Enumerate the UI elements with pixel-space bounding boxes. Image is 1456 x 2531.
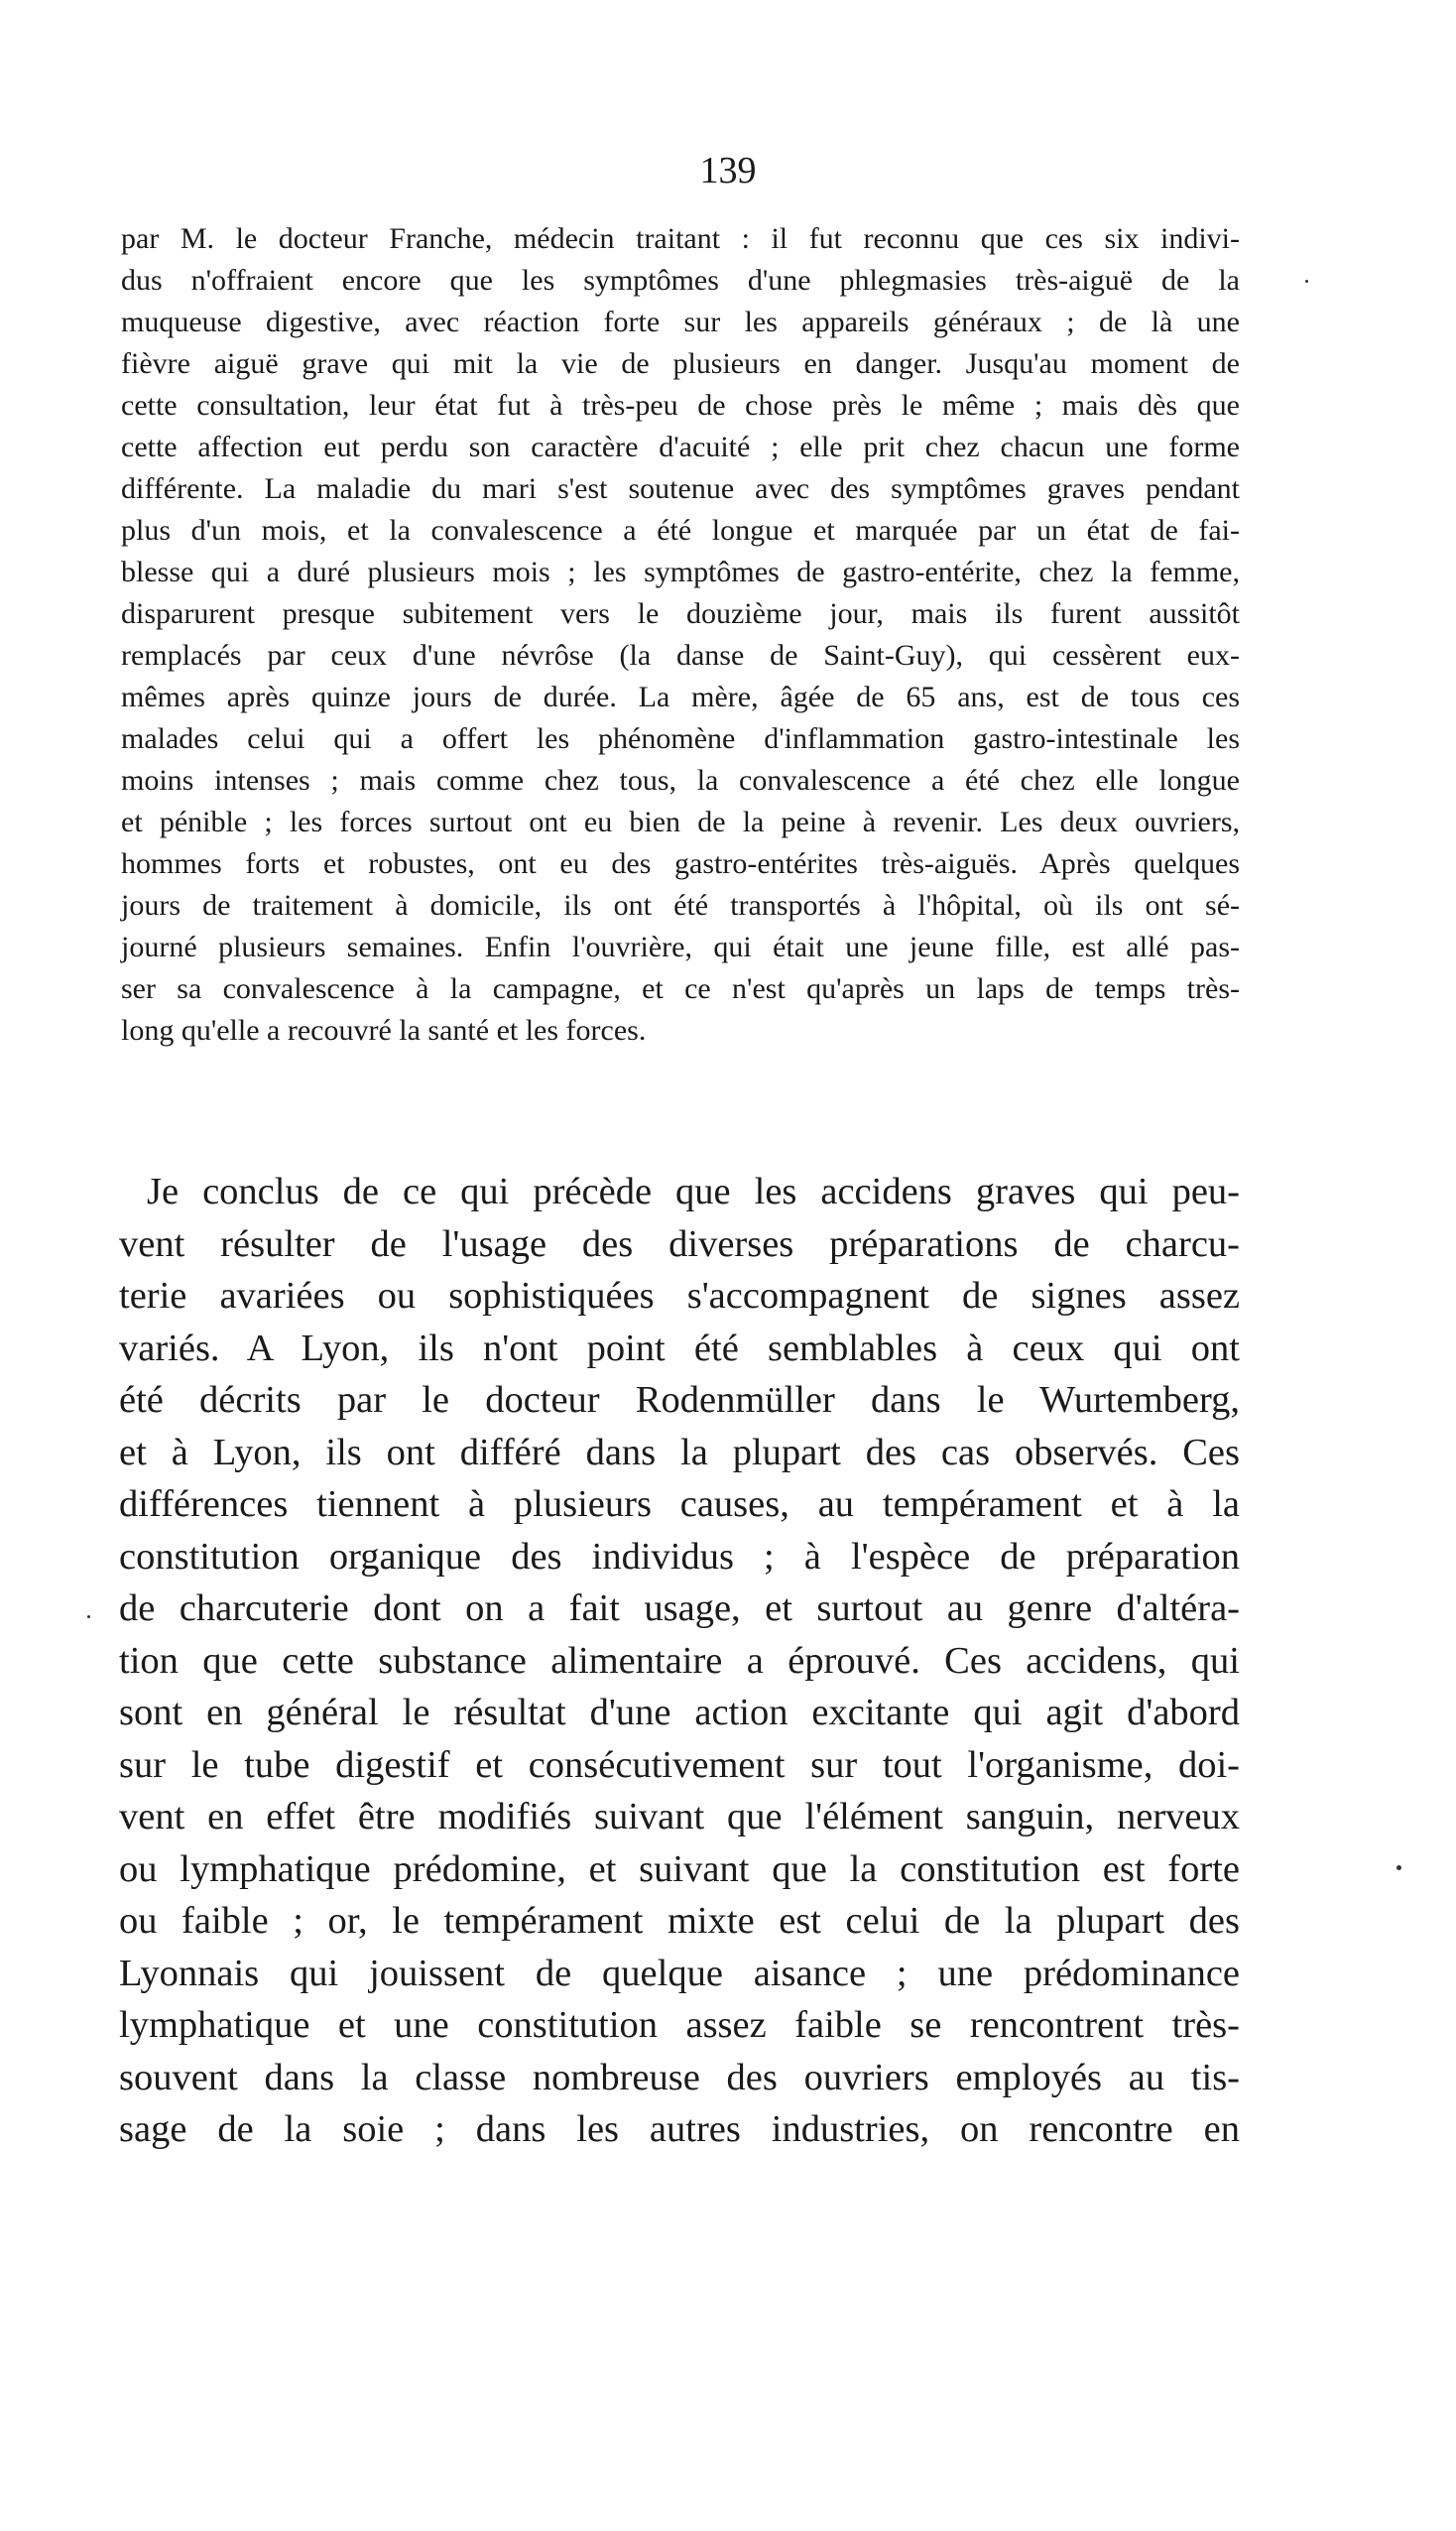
text-line: muqueuse digestive, avec réaction forte sur les appareils généraux ; de là une bbox=[121, 306, 1240, 338]
text-line: différences tiennent à plusieurs causes, au tempérament et à la bbox=[119, 1483, 1240, 1525]
text-line: Je conclus de ce qui précède que les accidens graves qui peu- bbox=[147, 1171, 1240, 1212]
ink-speck bbox=[1396, 1865, 1401, 1870]
text-line: remplacés par ceux d'une névrôse (la danse de Saint-Guy), qui cessèrent eux- bbox=[121, 639, 1240, 672]
text-line: ou lymphatique prédomine, et suivant que la constitution est forte bbox=[119, 1847, 1240, 1890]
text-line: cette consultation, leur état fut à très-peu de chose près le même ; mais dès que bbox=[121, 389, 1240, 422]
text-line: sont en général le résultat d'une action excitante qui agit d'abord bbox=[119, 1692, 1240, 1733]
text-line: Lyonnais qui jouissent de quelque aisance ; une prédominance bbox=[119, 1952, 1240, 1994]
text-line: ou faible ; or, le tempérament mixte est celui de la plupart des bbox=[119, 1900, 1240, 1942]
text-line: par M. le docteur Franche, médecin traitant : il fut reconnu que ces six indivi- bbox=[121, 222, 1240, 255]
text-line: et à Lyon, ils ont différé dans la plupart des cas observés. Ces bbox=[119, 1431, 1240, 1473]
text-line: souvent dans la classe nombreuse des ouvriers employés au tis- bbox=[119, 2056, 1240, 2098]
text-line: constitution organique des individus ; à l'espèce de préparation bbox=[119, 1535, 1240, 1578]
text-line: lymphatique et une constitution assez faible se rencontrent très- bbox=[119, 2004, 1240, 2046]
ink-speck bbox=[87, 1615, 90, 1618]
text-line: vent résulter de l'usage des diverses préparations de charcu- bbox=[119, 1222, 1240, 1265]
text-line: de charcuterie dont on a fait usage, et surtout au genre d'altéra- bbox=[119, 1587, 1240, 1629]
text-line: dus n'offraient encore que les symptômes d'une phlegmasies très-aiguë de la bbox=[121, 264, 1240, 297]
text-line: cette affection eut perdu son caractère d'acuité ; elle prit chez chacun une forme bbox=[121, 431, 1240, 463]
ink-speck bbox=[1305, 280, 1308, 283]
text-line: jours de traitement à domicile, ils ont été transportés à l'hôpital, où ils ont sé- bbox=[121, 889, 1240, 922]
page-number: 139 bbox=[699, 150, 757, 191]
text-line: terie avariées ou sophistiquées s'accompagnent de signes assez bbox=[119, 1275, 1240, 1317]
text-line: tion que cette substance alimentaire a éprouvé. Ces accidens, qui bbox=[119, 1639, 1240, 1682]
text-line: variés. A Lyon, ils n'ont point été semblables à ceux qui ont bbox=[119, 1327, 1240, 1369]
text-line: moins intenses ; mais comme chez tous, la convalescence a été chez elle longue bbox=[121, 764, 1240, 797]
text-line: malades celui qui a offert les phénomène d'inflammation gastro-intestinale les bbox=[121, 722, 1240, 755]
text-line: sur le tube digestif et consécutivement sur tout l'organisme, doi- bbox=[119, 1743, 1240, 1786]
text-line: disparurent presque subitement vers le douzième jour, mais ils furent aussitôt bbox=[121, 597, 1240, 630]
text-line: hommes forts et robustes, ont eu des gastro-entérites très-aiguës. Après quelques bbox=[121, 847, 1240, 880]
text-line: long qu'elle a recouvré la santé et les forces. bbox=[121, 1014, 647, 1047]
text-line: vent en effet être modifiés suivant que l'élément sanguin, nerveux bbox=[119, 1796, 1240, 1837]
text-line: différente. La maladie du mari s'est soutenue avec des symptômes graves pendant bbox=[121, 472, 1240, 505]
text-line: blesse qui a duré plusieurs mois ; les symptômes de gastro-entérite, chez la femme, bbox=[121, 556, 1240, 588]
text-line: journé plusieurs semaines. Enfin l'ouvrière, qui était une jeune fille, est allé pas- bbox=[121, 931, 1240, 963]
case-report-paragraph bbox=[121, 218, 1240, 1052]
text-line: sage de la soie ; dans les autres industries, on rencontre en bbox=[119, 2108, 1240, 2150]
text-line: mêmes après quinze jours de durée. La mère, âgée de 65 ans, est de tous ces bbox=[121, 681, 1240, 713]
text-line: été décrits par le docteur Rodenmüller dans le Wurtemberg, bbox=[119, 1379, 1240, 1421]
text-line: ser sa convalescence à la campagne, et ce n'est qu'après un laps de temps très- bbox=[121, 972, 1240, 1005]
text-line: fièvre aiguë grave qui mit la vie de plusieurs en danger. Jusqu'au moment de bbox=[121, 347, 1240, 380]
conclusion-paragraph bbox=[119, 1166, 1240, 2156]
text-line: plus d'un mois, et la convalescence a été longue et marquée par un état de fai- bbox=[121, 514, 1240, 547]
text-line: et pénible ; les forces surtout ont eu bien de la peine à revenir. Les deux ouvriers, bbox=[121, 806, 1240, 838]
